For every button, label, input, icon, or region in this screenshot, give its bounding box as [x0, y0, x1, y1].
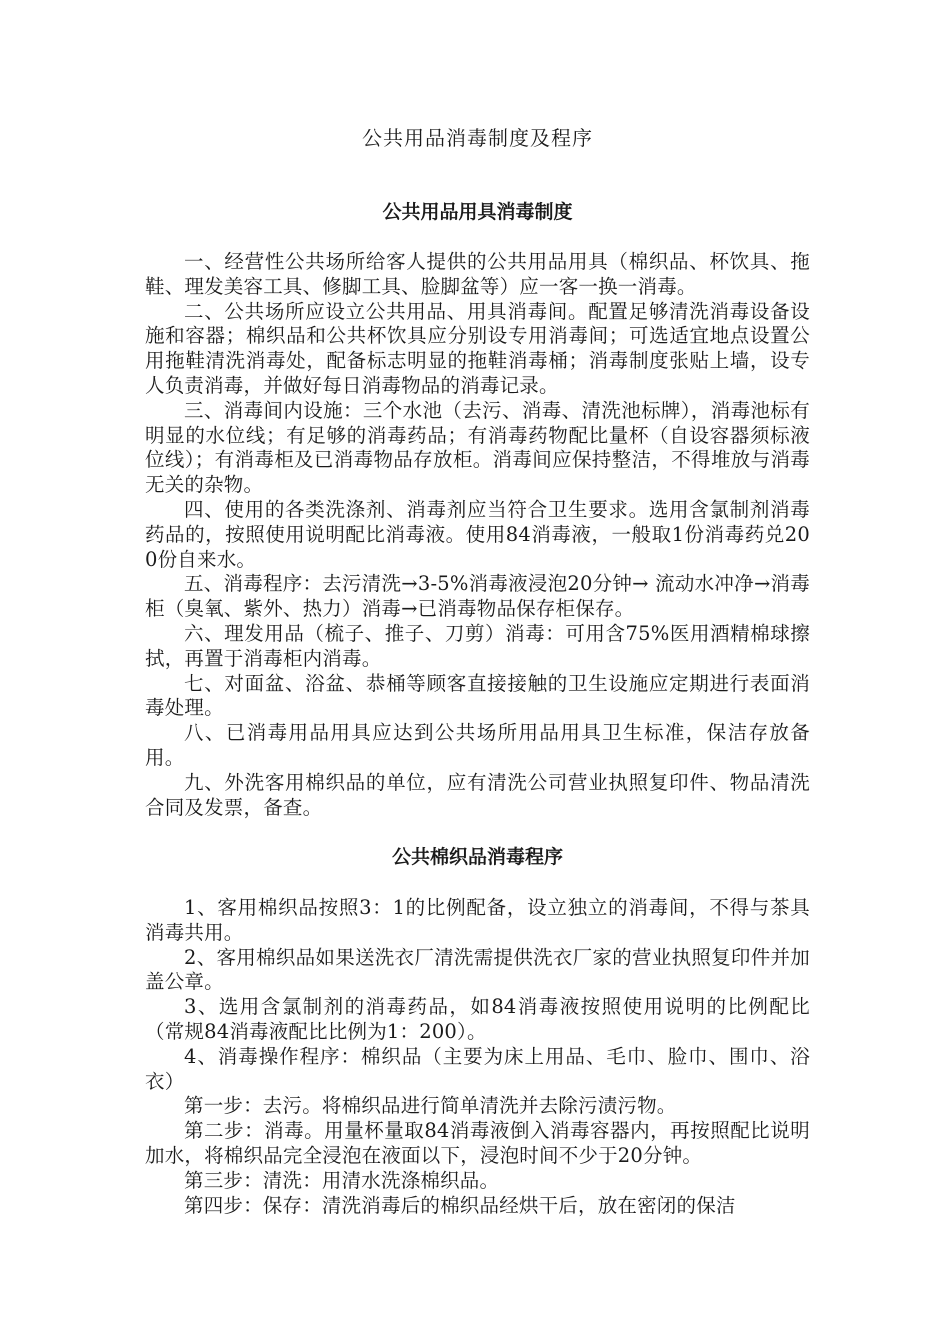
paragraph: 一、经营性公共场所给客人提供的公共用品用具（棉织品、杯饮具、拖鞋、理发美容工具、修脚工具、脸脚盆等）应一客一换一消毒。 — [145, 250, 810, 298]
paragraph: 四、使用的各类洗涤剂、消毒剂应当符合卫生要求。选用含氯制剂消毒药品的，按照使用说明配比消毒液。使用84消毒液，一般取1份消毒药兑200份自来水。 — [145, 497, 810, 571]
section-heading-disinfection-system: 公共用品用具消毒制度 — [382, 201, 573, 223]
paragraph: 九、外洗客用棉织品的单位，应有清洗公司营业执照复印件、物品清洗合同及发票，备查。 — [145, 770, 810, 819]
section-body-textile-procedure — [145, 896, 810, 1218]
document-title: 公共用品消毒制度及程序 — [362, 126, 593, 150]
paragraph: 4、消毒操作程序：棉织品（主要为床上用品、毛巾、脸巾、围巾、浴衣） — [145, 1044, 810, 1093]
paragraph: 第三步：清洗：用清水洗涤棉织品。 — [184, 1168, 500, 1192]
paragraph: 第一步：去污。将棉织品进行简单清洗并去除污渍污物。 — [184, 1094, 677, 1118]
paragraph: 三、消毒间内设施：三个水池（去污、消毒、清洗池标牌），消毒池标有明显的水位线；有足够的消毒药品；有消毒药物配比量杯（自设容器须标液位线）；有消毒柜及已消毒物品存放柜。消毒间应保持整洁，不得堆放与消毒无关的杂物。 — [145, 398, 810, 497]
section-heading-textile-procedure: 公共棉织品消毒程序 — [391, 846, 563, 868]
paragraph: 3、选用含氯制剂的消毒药品，如84消毒液按照使用说明的比例配比（常规84消毒液配比比例为1：200）。 — [145, 995, 810, 1043]
paragraph: 五、消毒程序：去污清洗→3-5%消毒液浸泡20分钟→ 流动水冲净→消毒柜（臭氧、紫外、热力）消毒→已消毒物品保存柜保存。 — [145, 572, 810, 621]
paragraph: 二、公共场所应设立公共用品、用具消毒间。配置足够清洗消毒设备设施和容器；棉织品和公共杯饮具应分别设专用消毒间；可选适宜地点设置公用拖鞋清洗消毒处，配备标志明显的拖鞋消毒桶；消毒制度张贴上墙，设专人负责消毒，并做好每日消毒物品的消毒记录。 — [145, 299, 810, 397]
paragraph: 2、客用棉织品如果送洗衣厂清洗需提供洗衣厂家的营业执照复印件并加盖公章。 — [145, 945, 810, 994]
paragraph: 七、对面盆、浴盆、恭桶等顾客直接接触的卫生设施应定期进行表面消毒处理。 — [145, 671, 810, 720]
paragraph: 第四步：保存：清洗消毒后的棉织品经烘干后，放在密闭的保洁 — [184, 1193, 736, 1217]
section-body-disinfection-system — [145, 250, 810, 820]
paragraph: 八、已消毒用品用具应达到公共场所用品用具卫生标准，保洁存放备用。 — [145, 721, 810, 769]
paragraph: 六、理发用品（梳子、推子、刀剪）消毒：可用含75%医用酒精棉球擦拭，再置于消毒柜内消毒。 — [145, 621, 810, 670]
paragraph: 第二步：消毒。用量杯量取84消毒液倒入消毒容器内，再按照配比说明加水，将棉织品完全浸泡在液面以下，浸泡时间不少于20分钟。 — [145, 1119, 810, 1167]
paragraph: 1、客用棉织品按照3：1的比例配备，设立独立的消毒间，不得与茶具消毒共用。 — [145, 896, 810, 944]
